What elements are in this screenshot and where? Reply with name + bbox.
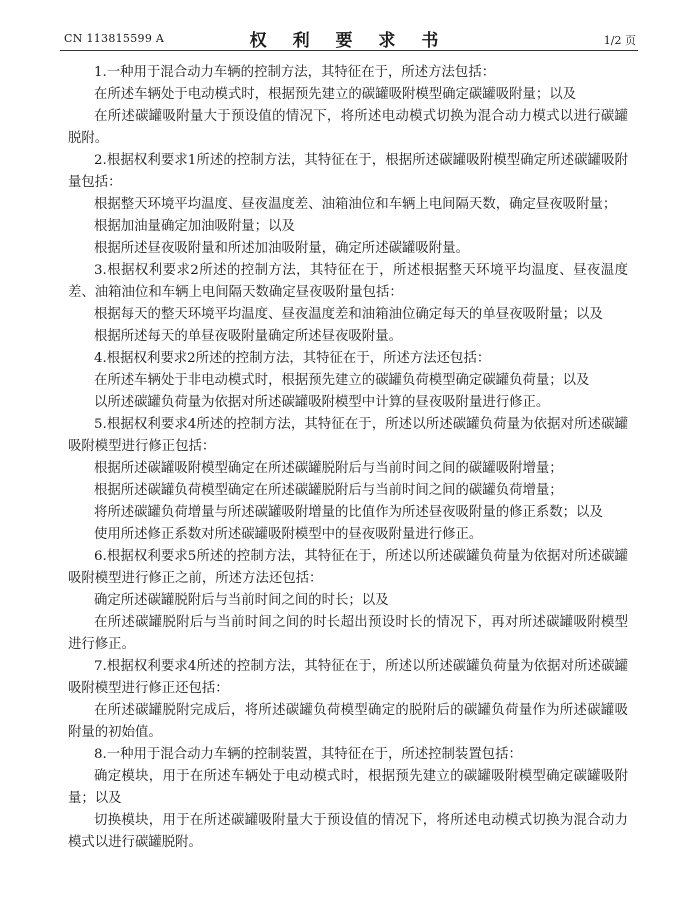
claim-paragraph: 根据所述昼夜吸附量和所述加油吸附量，确定所述碳罐吸附量。 <box>94 241 469 256</box>
claim-paragraph: 在所述碳罐脱附后与当前时间之间的时长超出预设时长的情况下，再对所述碳罐吸附模型进行修正。 <box>68 615 628 652</box>
claim-paragraph: 8.一种用于混合动力车辆的控制装置，其特征在于，所述控制装置包括： <box>94 747 522 762</box>
page-header <box>60 26 638 51</box>
claim-paragraph: 以所述碳罐负荷量为依据对所述碳罐吸附模型中计算的昼夜吸附量进行修正。 <box>94 395 550 410</box>
claim-paragraph: 根据加油量确定加油吸附量；以及 <box>94 219 295 234</box>
claim-paragraph: 将所述碳罐负荷增量与所述碳罐吸附增量的比值作为所述昼夜吸附量的修正系数；以及 <box>94 505 603 520</box>
claim-paragraph: 5.根据权利要求4所述的控制方法，其特征在于，所述以所述碳罐负荷量为依据对所述碳罐吸附模型进行修正包括： <box>68 417 628 454</box>
page-number: 1/2 页 <box>603 34 636 47</box>
claim-paragraph: 4.根据权利要求2所述的控制方法，其特征在于，所述方法还包括： <box>94 351 491 366</box>
document-title: 权 利 要 求 书 <box>249 31 449 51</box>
claim-paragraph: 7.根据权利要求4所述的控制方法，其特征在于，所述以所述碳罐负荷量为依据对所述碳罐吸附模型进行修正还包括： <box>68 659 628 696</box>
claim-paragraph: 根据整天环境平均温度、昼夜温度差、油箱油位和车辆上电间隔天数，确定昼夜吸附量； <box>94 197 617 212</box>
claim-paragraph: 2.根据权利要求1所述的控制方法，其特征在于，根据所述碳罐吸附模型确定所述碳罐吸附量包括： <box>68 153 628 190</box>
claim-paragraph: 3.根据权利要求2所述的控制方法，其特征在于，所述根据整天环境平均温度、昼夜温度差、油箱油位和车辆上电间隔天数确定昼夜吸附量包括： <box>68 263 628 300</box>
claim-paragraph: 在所述碳罐吸附量大于预设值的情况下，将所述电动模式切换为混合动力模式以进行碳罐脱附。 <box>68 109 628 146</box>
claims-body <box>68 62 628 854</box>
publication-number: CN 113815599 A <box>64 32 165 45</box>
claim-paragraph: 根据所述碳罐负荷模型确定在所述碳罐脱附后与当前时间之间的碳罐负荷增量； <box>94 483 563 498</box>
claim-paragraph: 在所述碳罐脱附完成后，将所述碳罐负荷模型确定的脱附后的碳罐负荷量作为所述碳罐吸附量的初始值。 <box>68 703 628 740</box>
claim-paragraph: 确定模块，用于在所述车辆处于电动模式时，根据预先建立的碳罐吸附模型确定碳罐吸附量；以及 <box>68 769 628 806</box>
claim-paragraph: 在所述车辆处于电动模式时，根据预先建立的碳罐吸附模型确定碳罐吸附量；以及 <box>94 87 577 102</box>
claim-paragraph: 根据所述碳罐吸附模型确定在所述碳罐脱附后与当前时间之间的碳罐吸附增量； <box>94 461 563 476</box>
claim-paragraph: 确定所述碳罐脱附后与当前时间之间的时长；以及 <box>94 593 389 608</box>
claim-paragraph: 6.根据权利要求5所述的控制方法，其特征在于，所述以所述碳罐负荷量为依据对所述碳罐吸附模型进行修正之前，所述方法还包括： <box>68 549 628 586</box>
claim-paragraph: 根据所述每天的单昼夜吸附量确定所述昼夜吸附量。 <box>94 329 402 344</box>
claim-paragraph: 使用所述修正系数对所述碳罐吸附模型中的昼夜吸附量进行修正。 <box>94 527 483 542</box>
claim-paragraph: 根据每天的整天环境平均温度、昼夜温度差和油箱油位确定每天的单昼夜吸附量；以及 <box>94 307 603 322</box>
claim-paragraph: 1.一种用于混合动力车辆的控制方法，其特征在于，所述方法包括： <box>94 65 496 80</box>
claim-paragraph: 切换模块，用于在所述碳罐吸附量大于预设值的情况下，将所述电动模式切换为混合动力模式以进行碳罐脱附。 <box>68 813 628 850</box>
claim-paragraph: 在所述车辆处于非电动模式时，根据预先建立的碳罐负荷模型确定碳罐负荷量；以及 <box>94 373 590 388</box>
